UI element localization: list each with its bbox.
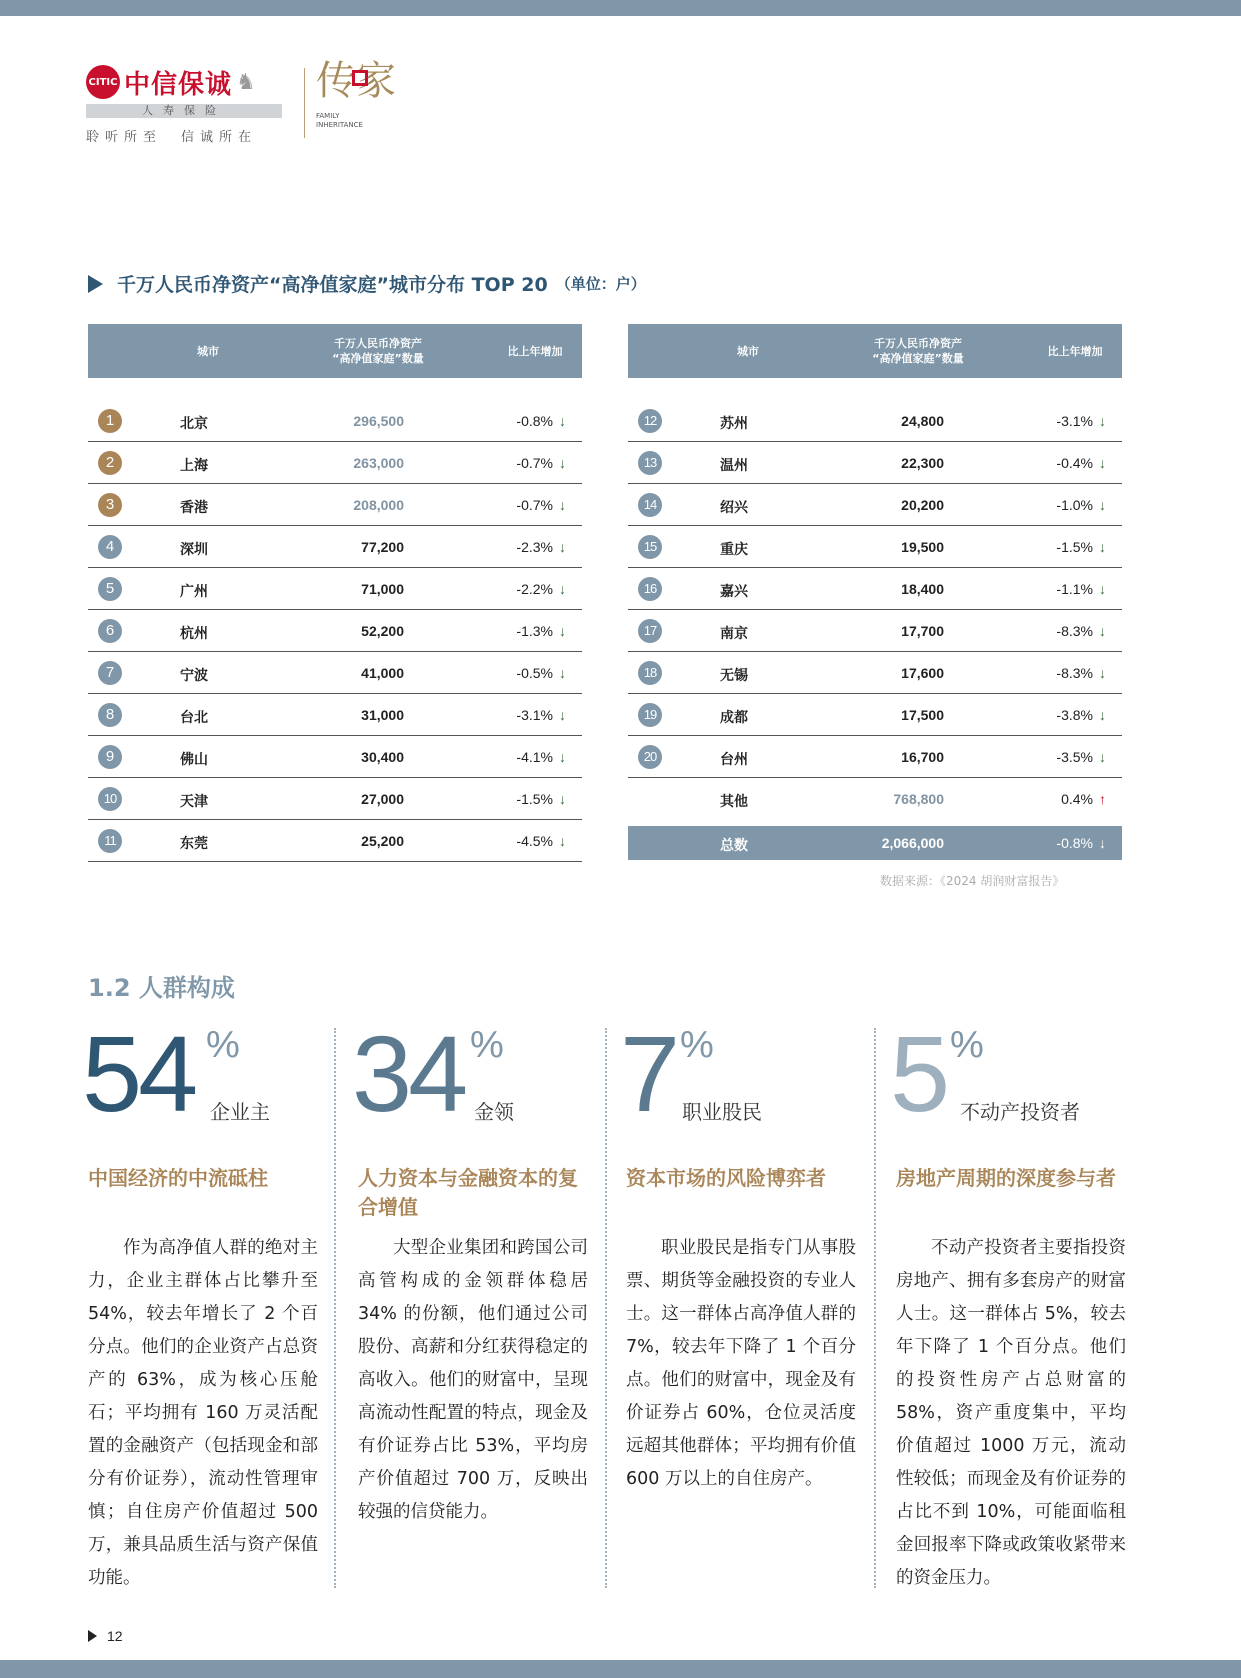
percent-sign: %	[950, 1024, 984, 1066]
row-change: -3.1% ↓	[516, 707, 566, 723]
group-description: 作为高净值人群的绝对主力，企业主群体占比攀升至 54%，较去年增长了 2 个百分点。他们的企业资产占总资产的 63%，成为核心压舱石；平均拥有 160 万灵活配置的金融资产（包括现金和部分有价证券），流动性管理审慎；自住房产价值超过 500 万，兼具品质生活与资产保值功能。	[88, 1238, 318, 1588]
row-city: 宁波	[180, 668, 208, 684]
row-city: 广州	[180, 584, 208, 600]
heritage-en-line1: FAMILY	[316, 112, 340, 120]
table-row	[88, 484, 582, 526]
row-change: -0.8% ↓	[1056, 835, 1106, 851]
row-city: 总数	[720, 838, 748, 854]
row-change: -3.1% ↓	[1056, 413, 1106, 429]
table-row	[88, 694, 582, 736]
row-city: 南京	[720, 626, 748, 642]
table-header	[628, 324, 1122, 378]
row-count: 24,800	[901, 413, 944, 429]
row-change: -0.8% ↓	[516, 413, 566, 429]
heritage-calligraphy: 传家	[316, 58, 396, 104]
row-change: -1.5% ↓	[516, 791, 566, 807]
row-count: 31,000	[361, 707, 404, 723]
section-title: 1.2 人群构成	[88, 974, 235, 1002]
city-table-right	[628, 324, 1122, 860]
row-city: 台州	[720, 752, 748, 768]
row-count: 27,000	[361, 791, 404, 807]
group-description: 大型企业集团和跨国公司高管构成的金领群体稳居 34% 的份额，他们通过公司股份、高薪和分红获得稳定的高收入。他们的财富中，呈现高流动性配置的特点，现金及有价证券占比 53%，平均房产价值超过 700 万，反映出较强的信贷能力。	[358, 1238, 588, 1522]
row-change: -8.3% ↓	[1056, 665, 1106, 681]
row-change: -2.2% ↓	[516, 581, 566, 597]
rank-badge-icon: 4	[98, 535, 122, 559]
arrow-down-icon: ↓	[1099, 707, 1106, 723]
rank-badge-icon: 7	[98, 661, 122, 685]
group-role: 金领	[474, 1100, 514, 1124]
arrow-down-icon: ↓	[1099, 455, 1106, 471]
row-count: 208,000	[353, 497, 404, 513]
arrow-down-icon: ↓	[559, 623, 566, 639]
row-count: 52,200	[361, 623, 404, 639]
triangle-bullet-icon	[88, 1630, 97, 1642]
header-city: 城市	[197, 345, 219, 358]
group-subtitle: 人力资本与金融资本的复合增值	[358, 1166, 578, 1219]
table-title-main: 千万人民币净资产“高净值家庭”城市分布 TOP 20	[117, 274, 548, 296]
stat-figure	[82, 1013, 318, 1134]
arrow-down-icon: ↓	[1099, 497, 1106, 513]
stat-figure	[352, 1013, 588, 1134]
stat-figure	[620, 1013, 856, 1134]
row-change: -1.1% ↓	[1056, 581, 1106, 597]
rank-badge-icon: 1	[98, 409, 122, 433]
row-city: 其他	[720, 794, 748, 810]
column-divider	[334, 1028, 336, 1588]
row-city: 杭州	[180, 626, 208, 642]
table-row	[88, 568, 582, 610]
row-change: -0.4% ↓	[1056, 455, 1106, 471]
table-row	[88, 820, 582, 862]
header-city: 城市	[737, 345, 759, 358]
row-count: 71,000	[361, 581, 404, 597]
rank-badge-icon: 8	[98, 703, 122, 727]
table-header	[88, 324, 582, 378]
group-role: 职业股民	[682, 1100, 762, 1124]
arrow-down-icon: ↓	[559, 413, 566, 429]
row-city: 嘉兴	[720, 584, 748, 600]
arrow-down-icon: ↓	[559, 581, 566, 597]
table-title-unit: （单位：户）	[555, 275, 646, 293]
arrow-down-icon: ↓	[559, 833, 566, 849]
rank-badge-icon: 17	[638, 619, 662, 643]
table-row	[628, 526, 1122, 568]
table-row	[88, 442, 582, 484]
logo-name: 中信保诚	[124, 69, 233, 100]
arrow-down-icon: ↓	[559, 791, 566, 807]
logo-divider	[304, 68, 305, 138]
table-row	[88, 778, 582, 820]
row-count: 17,700	[901, 623, 944, 639]
header-count: 千万人民币净资产 “高净值家庭”数量	[872, 337, 964, 365]
arrow-down-icon: ↓	[1099, 623, 1106, 639]
row-count: 18,400	[901, 581, 944, 597]
percent-sign: %	[206, 1024, 240, 1066]
row-change: -4.1% ↓	[516, 749, 566, 765]
group-description: 职业股民是指专门从事股票、期货等金融投资的专业人士。这一群体占高净值人群的 7%，较去年下降了 1 个百分点。他们的财富中，现金及有价证券占 60%，仓位灵活度远超其他群体；平均拥有价值 600 万以上的自住房产。	[626, 1238, 856, 1489]
row-city: 绍兴	[720, 500, 748, 516]
row-change: -0.7% ↓	[516, 497, 566, 513]
table-row	[88, 400, 582, 442]
rank-badge-icon: 16	[638, 577, 662, 601]
table-row-other	[628, 778, 1122, 820]
table-row	[628, 652, 1122, 694]
row-count: 20,200	[901, 497, 944, 513]
table-row	[628, 400, 1122, 442]
arrow-down-icon: ↓	[559, 455, 566, 471]
rank-badge-icon: 11	[98, 829, 122, 853]
column-divider	[605, 1028, 607, 1588]
row-count: 77,200	[361, 539, 404, 555]
page-number: 12	[88, 1628, 123, 1644]
heritage-en-line2: INHERITANCE	[316, 121, 363, 129]
rank-badge-icon: 15	[638, 535, 662, 559]
triangle-bullet-icon	[88, 275, 103, 293]
rank-badge-icon: 6	[98, 619, 122, 643]
table-row	[628, 610, 1122, 652]
stat-number: 34	[352, 1013, 465, 1134]
group-subtitle: 房地产周期的深度参与者	[896, 1166, 1116, 1190]
row-count: 22,300	[901, 455, 944, 471]
row-city: 苏州	[720, 416, 748, 432]
citic-prudential-logo	[86, 62, 286, 145]
arrow-down-icon: ↓	[1099, 749, 1106, 765]
table-row	[628, 484, 1122, 526]
table-row	[88, 652, 582, 694]
table-row	[88, 610, 582, 652]
row-change: -1.5% ↓	[1056, 539, 1106, 555]
city-table-left	[88, 324, 582, 862]
row-change: -1.0% ↓	[1056, 497, 1106, 513]
logo-subtitle: 人寿保险	[86, 104, 282, 118]
arrow-down-icon: ↓	[1099, 581, 1106, 597]
arrow-down-icon: ↓	[559, 749, 566, 765]
group-role: 不动产投资者	[960, 1100, 1080, 1124]
row-change: -3.5% ↓	[1056, 749, 1106, 765]
bottom-color-bar	[0, 1660, 1241, 1678]
group-role: 企业主	[210, 1100, 270, 1124]
rank-badge-icon: 20	[638, 745, 662, 769]
header-count: 千万人民币净资产 “高净值家庭”数量	[332, 337, 424, 365]
table-row	[88, 526, 582, 568]
header-change: 比上年增加	[1047, 345, 1103, 358]
header-change: 比上年增加	[507, 345, 563, 358]
table-row	[628, 736, 1122, 778]
row-count: 30,400	[361, 749, 404, 765]
row-count: 19,500	[901, 539, 944, 555]
rank-badge-icon: 13	[638, 451, 662, 475]
row-count: 25,200	[361, 833, 404, 849]
family-inheritance-logo	[316, 56, 396, 130]
rank-badge-icon: 14	[638, 493, 662, 517]
row-change: -3.8% ↓	[1056, 707, 1106, 723]
data-source: 数据来源：《2024 胡润财富报告》	[880, 874, 1065, 888]
rank-badge-icon: 10	[98, 787, 122, 811]
table-row	[88, 736, 582, 778]
stat-figure	[890, 1013, 1126, 1134]
arrow-up-icon: ↑	[1099, 791, 1106, 807]
row-change: -0.7% ↓	[516, 455, 566, 471]
row-city: 无锡	[720, 668, 748, 684]
arrow-down-icon: ↓	[1099, 665, 1106, 681]
table-row-total	[628, 826, 1122, 860]
group-column-entrepreneurs	[82, 1013, 318, 1595]
row-count: 17,600	[901, 665, 944, 681]
row-city: 佛山	[180, 752, 208, 768]
row-count: 263,000	[353, 455, 404, 471]
row-city: 深圳	[180, 542, 208, 558]
table-row	[628, 694, 1122, 736]
row-city: 台北	[180, 710, 208, 726]
rank-badge-icon: 18	[638, 661, 662, 685]
table-row	[628, 568, 1122, 610]
row-count: 41,000	[361, 665, 404, 681]
red-seal-icon	[352, 70, 368, 86]
arrow-down-icon: ↓	[559, 539, 566, 555]
rank-badge-icon: 5	[98, 577, 122, 601]
row-count: 296,500	[353, 413, 404, 429]
rank-badge-icon: 19	[638, 703, 662, 727]
group-column-pro-traders	[620, 1013, 856, 1496]
row-city: 北京	[180, 416, 208, 432]
row-city: 东莞	[180, 836, 208, 852]
arrow-down-icon: ↓	[559, 707, 566, 723]
stat-number: 5	[890, 1013, 947, 1134]
column-divider	[874, 1028, 876, 1588]
group-column-gold-collar	[352, 1013, 588, 1529]
row-change: -8.3% ↓	[1056, 623, 1106, 639]
rank-badge-icon: 3	[98, 493, 122, 517]
group-subtitle: 中国经济的中流砥柱	[88, 1166, 268, 1190]
row-city: 上海	[180, 458, 208, 474]
stat-number: 54	[82, 1013, 195, 1134]
row-city: 天津	[180, 794, 208, 810]
table-row	[628, 442, 1122, 484]
group-description: 不动产投资者主要指投资房地产、拥有多套房产的财富人士。这一群体占 5%，较去年下降了 1 个百分点。他们的投资性房产占总财富的 58%，资产重度集中，平均价值超过 1000 万元，流动性较低；而现金及有价证券的占比不到 10%，可能面临租金回报率下降或政策收紧带来的资金压力。	[896, 1238, 1126, 1588]
row-change: -1.3% ↓	[516, 623, 566, 639]
row-change: 0.4% ↑	[1061, 791, 1106, 807]
arrow-down-icon: ↓	[559, 665, 566, 681]
row-count: 17,500	[901, 707, 944, 723]
percent-sign: %	[470, 1024, 504, 1066]
rank-badge-icon: 12	[638, 409, 662, 433]
row-city: 成都	[720, 710, 748, 726]
rank-badge-icon: 2	[98, 451, 122, 475]
rank-badge-icon: 9	[98, 745, 122, 769]
citic-emblem-icon: CITIC	[86, 65, 120, 99]
lion-head-icon: ♞	[236, 69, 256, 95]
group-column-real-estate	[890, 1013, 1126, 1595]
row-change: -2.3% ↓	[516, 539, 566, 555]
arrow-down-icon: ↓	[1099, 413, 1106, 429]
percent-sign: %	[680, 1024, 714, 1066]
arrow-down-icon: ↓	[1099, 539, 1106, 555]
row-city: 温州	[720, 458, 748, 474]
arrow-down-icon: ↓	[1099, 835, 1106, 851]
row-change: -0.5% ↓	[516, 665, 566, 681]
row-count: 16,700	[901, 749, 944, 765]
arrow-down-icon: ↓	[559, 497, 566, 513]
stat-number: 7	[620, 1013, 677, 1134]
group-subtitle: 资本市场的风险博弈者	[626, 1166, 826, 1190]
row-count: 768,800	[893, 791, 944, 807]
row-city: 重庆	[720, 542, 748, 558]
table-title	[88, 270, 646, 297]
top-color-bar	[0, 0, 1241, 16]
logo-slogan: 聆听所至 信诚所在	[86, 130, 258, 145]
row-count: 2,066,000	[881, 835, 944, 851]
row-change: -4.5% ↓	[516, 833, 566, 849]
row-city: 香港	[180, 500, 208, 516]
